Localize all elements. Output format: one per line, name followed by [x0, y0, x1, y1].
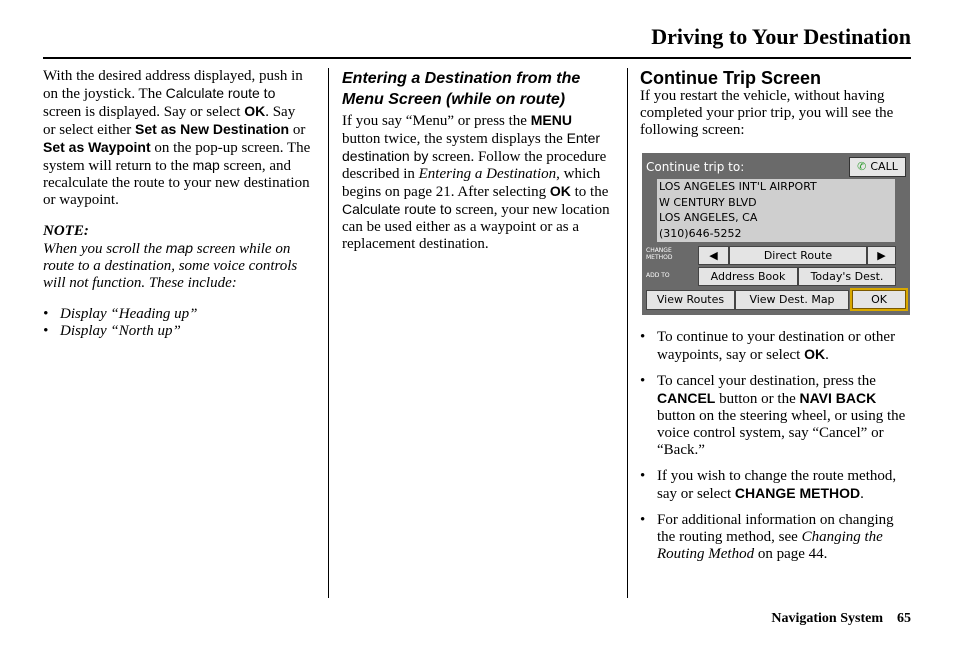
text-run: To continue to your destination or other waypoints, say or select	[657, 329, 896, 363]
column-1	[43, 68, 311, 340]
section-heading: Entering a Destination from the Menu Screen (while on route)	[342, 70, 581, 108]
call-label: CALL	[870, 160, 898, 173]
text-run: on the pop-up screen. The system will return to the	[43, 140, 311, 174]
route-method-value: Direct Route	[729, 246, 867, 265]
text-run: .	[860, 486, 864, 502]
menu-paragraph	[342, 112, 610, 253]
column-divider	[627, 68, 628, 598]
text-run: on page 44.	[754, 546, 828, 562]
text-run: MENU	[530, 112, 572, 128]
text-run: Entering a Destination	[418, 166, 557, 182]
destination-address-box	[657, 179, 895, 242]
address-line: (310)646-5252	[659, 226, 742, 240]
list-item	[640, 373, 912, 459]
page-footer	[771, 611, 911, 627]
column-divider	[328, 68, 329, 598]
text-run: , which begins on page 21. After selecting	[342, 166, 601, 200]
list-item: • Display “Heading up”	[43, 306, 311, 323]
text-run: Set as New Destination	[135, 121, 290, 137]
ok-button[interactable]: OK	[850, 288, 908, 311]
text-run: With the desired address displayed, push in on the joystick. The	[43, 68, 303, 102]
text-run: CANCEL	[657, 390, 716, 406]
column-3	[640, 68, 912, 572]
todays-dest-button[interactable]: Today's Dest.	[798, 267, 896, 286]
add-to-label: ADD TO	[646, 272, 670, 279]
call-button[interactable]	[849, 157, 906, 177]
address-line: W CENTURY BLVD	[659, 195, 757, 209]
page-title: Driving to Your Destination	[651, 24, 911, 49]
column-2	[342, 68, 610, 253]
text-run: To cancel your destination, press the	[657, 373, 876, 389]
address-line: LOS ANGELES, CA	[659, 211, 758, 224]
previous-method-button[interactable]	[698, 246, 729, 265]
instruction-paragraph	[43, 68, 311, 209]
continue-trip-screen	[642, 153, 910, 315]
view-dest-map-button[interactable]: View Dest. Map	[735, 290, 849, 310]
next-method-button[interactable]	[867, 246, 896, 265]
text-run: screen. Follow the procedure described in	[342, 149, 607, 182]
left-arrow-icon: ◀	[709, 249, 718, 262]
text-run: button or the	[715, 391, 800, 407]
text-run: button on the steering wheel, or using the voice control system, say “Cancel” or “Back.”	[657, 408, 906, 458]
continue-trip-bullet-list	[640, 329, 912, 563]
list-item	[640, 468, 912, 503]
phone-icon: ✆	[857, 160, 867, 173]
text-run: NAVI BACK	[799, 390, 877, 406]
view-routes-button[interactable]: View Routes	[646, 290, 735, 310]
text-run: When you scroll the	[43, 241, 166, 257]
text-run: If you wish to change the route method, say or select	[657, 468, 897, 502]
screen-title: Continue trip to:	[646, 160, 745, 174]
text-run: to the	[570, 184, 609, 200]
list-item	[640, 512, 912, 563]
text-run: .	[825, 347, 829, 363]
text-run: map	[165, 240, 193, 256]
change-method-label: CHANGE METHOD	[646, 247, 673, 261]
text-run: For additional information on changing the routing method, see	[657, 512, 894, 545]
section-heading: Continue Trip Screen	[640, 68, 822, 88]
page-number: 65	[897, 611, 911, 626]
right-arrow-icon: ▶	[877, 249, 886, 262]
text-run: screen is displayed. Say or select	[43, 104, 245, 120]
list-item	[640, 329, 912, 364]
text-run: screen, and recalculate the route to your new destination or waypoint.	[43, 158, 310, 208]
text-run: OK	[244, 103, 266, 119]
text-run: CHANGE METHOD	[734, 485, 861, 501]
text-run: button twice, the system displays the	[342, 131, 567, 147]
text-run: OK	[804, 346, 826, 362]
note-heading: NOTE:	[43, 223, 89, 239]
header-rule	[43, 57, 911, 59]
text-run: . Say or select either	[43, 104, 296, 138]
text-run: or	[289, 122, 306, 138]
text-run: Calculate route to	[342, 201, 452, 217]
text-run: Changing the Routing Method	[657, 529, 883, 562]
footer-section-name: Navigation System	[771, 611, 883, 626]
text-run: screen while on route to a destination, some voice controls will not function. These include:	[43, 241, 298, 291]
address-line: LOS ANGELES INT'L AIRPORT	[659, 180, 817, 193]
list-item: • Display “North up”	[43, 323, 311, 340]
text-run: If you say “Menu” or press the	[342, 113, 531, 129]
text-run: screen, your new location can be used either as a waypoint or as a replacement destination.	[342, 202, 610, 252]
address-book-button[interactable]: Address Book	[698, 267, 798, 286]
note-text	[43, 240, 311, 292]
note-bullet-list	[43, 306, 311, 340]
text-run: Enter destination by	[342, 130, 601, 164]
text-run: OK	[549, 183, 571, 199]
text-run: Set as Waypoint	[43, 139, 151, 155]
text-run: map	[192, 157, 220, 173]
intro-paragraph: If you restart the vehicle, without having completed your prior trip, you will see the following screen:	[640, 88, 894, 138]
text-run: Calculate route to	[165, 85, 276, 101]
